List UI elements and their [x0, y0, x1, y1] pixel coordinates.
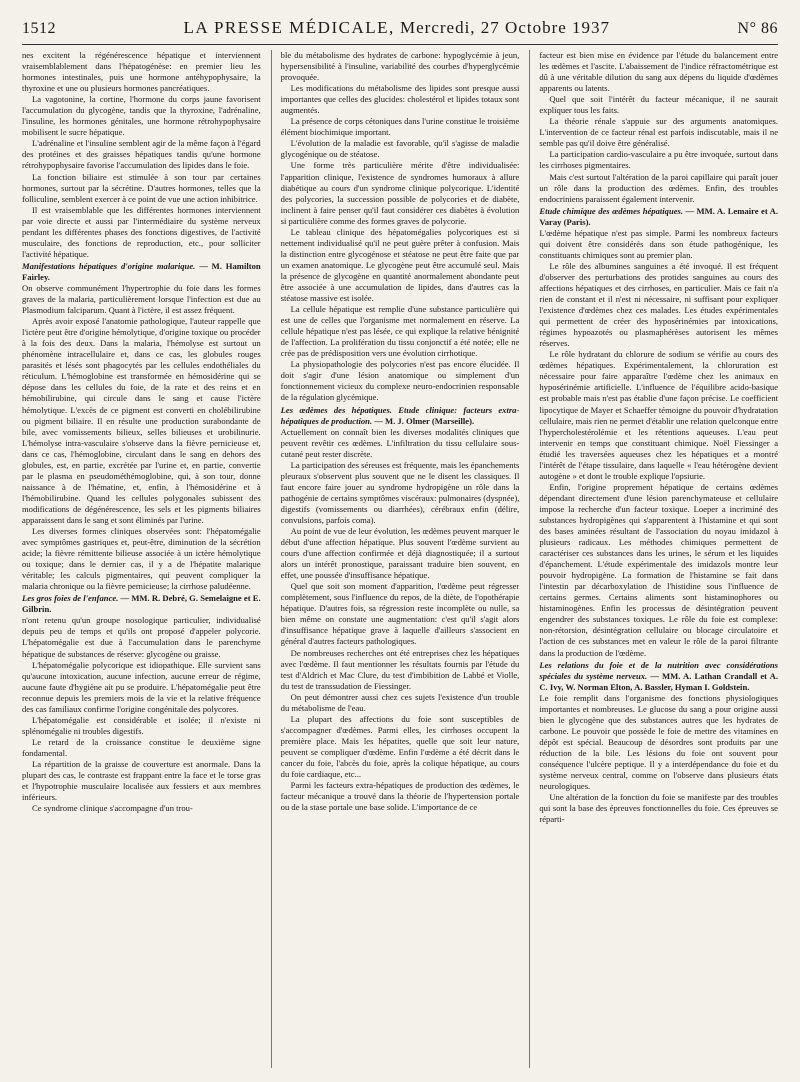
section-heading	[539, 206, 778, 228]
paragraph: Le rôle hydratant du chlorure de sodium se vérifie au cours des œdèmes hépatiques. Expérimentalement, la chloruration est nécessaire pour faire apparaître l'œdème chez les animaux en hyposérinémie artificielle. L'influence de l'équilibre acido-basique est probable mais n'est pas établie d'une façon précise. Le coefficient lipocytique de Mayer et Schaeffer témoigne du pouvoir d'hydratation cellulaire, mais rien ne permet d'établir une relation quelconque entre l'hypercholestérolémie et les rétentions aqueuses. L'eau peut intervenir en temps que constituant chimique. Noël Fiessinger a étudié les traversées aqueuses chez les hépatiques et a montré l'intérêt de l'étape tissulaire, dans laquelle « l'eau hétérogène devient autogène » et dont le trouble explique l'opsiurie.	[539, 349, 779, 481]
paragraph: Il est vraisemblable que les différentes hormones interviennent par voie directe et aussi par l'intermédiaire du système nerveux pendant les différentes phases des fonctions digestives, de l'activité musculaire, des fonctions de reproduction, etc., pour solliciter l'activité hépatique.	[22, 204, 261, 259]
page-header	[22, 18, 778, 42]
issue-number: N° 86	[737, 20, 778, 37]
paragraph-continued: n'ont retenu qu'un groupe nosologique particulier, individualisé depuis peu de temps et qu'ils ont proposé d'appeler polycorie. L'hépatomégalie est due à l'accumulation dans le parenchyme hépatique de substances de réserve: glycogène ou graisse.	[22, 615, 261, 659]
paragraph-continued: L'œdème hépatique n'est pas simple. Parmi les nombreux facteurs qui doivent être considérés dans son étude pathogénique, les constituants chimiques sont au premier plan.	[539, 227, 779, 260]
paragraph: La physiopathologie des polycories n'est pas encore élucidée. Il doit s'agir d'une lésion anatomique ou simplement d'un fonctionnement vicieux du complexe neuro-endocrinien responsable de la régulation glycémique.	[280, 359, 520, 403]
paragraph: Parmi les facteurs extra-hépatiques de production des œdèmes, le facteur mécanique a trouvé dans la théorie de l'hypertension portale ou de la stase portale une base solide. L'importance de ce	[280, 780, 520, 813]
paragraph: Les modifications du métabolisme des lipides sont presque aussi importantes que celles des glucides: cholestérol et lipides totaux sont augmentés.	[280, 83, 520, 116]
section-title: Les relations du foie et de la nutrition avec considérations spéciales du système nerveux.	[539, 659, 779, 681]
paragraph: La présence de corps cétoniques dans l'urine constitue le troisième élément biochimique important.	[280, 116, 520, 138]
column-2	[271, 50, 520, 1068]
issue-date: Mercredi, 27 Octobre 1937	[400, 18, 611, 37]
section-heading	[281, 405, 520, 427]
section-heading	[22, 261, 261, 283]
paragraph: La participation cardio-vasculaire a pu être invoquée, surtout dans les cirrhoses pigmentaires.	[539, 149, 779, 171]
paragraph: Après avoir exposé l'anatomie pathologique, l'auteur rappelle que l'ictère peut être d'origine hémolytique, d'origine toxique ou procéder à la fois des deux. Dans la malaria, l'hémolyse est surtout un phénomène intracellulaire et, dans ce cas, les globules rouges parasités et lésés sont phagocytés par les cellules endothéliales du réticulum. L'hémoglobine est transformée en hémosidérine qui se dépose dans les cellules du foie, de la rate et des reins et en hémobilirubine, qui circule dans le sang et cause l'ictère hémolytique. L'excès de ce pigment est converti en cholébilirubine ou pigment biliaire. Il en résulte une production surabondante de bile, avec vomissements bilieux, selles bilieuses et urobilinurie. L'hémolyse intra-vasculaire s'observe dans la fièvre pernicieuse et, dans ce cas, l'hémoglobine, circulant dans le sang en dehors des globules, est, en partie, excrétée par l'urine et, en partie, convertie par le plasma en pseudométhémoglobine, qui, à son tour, donne naissance à de l'hématine, et, enfin, à l'hémosidérine et à l'hémobilirubine. Quand les cellules polygonales subissent des modifications de dégénérescence, les sels et les pigments biliaires apparaissent dans le sang et sont éliminés par l'urine.	[22, 316, 261, 525]
paragraph: Le rôle des albumines sanguines a été invoqué. Il est fréquent d'observer des perturbations des protides sanguines au cours des affections hépatiques et des cirrhoses, en particulier. Mais ce fait n'a rien de constant et il n'est ni nécessaire, ni suffisant pour expliquer l'existence d'œdèmes chez ces malades. Les études expérimentales qui permettent de créer des hyposérinémies par intoxications, régimes hypoazotés ou plasmaphérèses autorisent les mêmes réserves.	[539, 260, 779, 349]
page-number: 1512	[22, 20, 56, 37]
paragraph: Enfin, l'origine proprement hépatique de certains œdèmes dépendant directement d'une lésion parenchymateuse et cellulaire impose la recherche d'un facteur toxique. Loeper a incriminé des substances hydropigènes qui s'apparentent à l'histamine et qui sont des bases aminées résultant de l'association du noyau imidazol à plusieurs radicaux. Les méthodes chimiques permettent de caractériser ces substances dans les urines, le sérum et les liquides d'épanchement. L'étude expérimentale des imidazols montre leur pouvoir hydropigène. La formation de l'histamine se fait dans l'intestin par décarboxylation de l'histidine sous l'influence de certains germes. Certains aliments sont histaminophores ou histaminogènes. Enfin les processus de désintégration peuvent engendrer des substances toxiques. Le rôle du foie est complexe: non-rétorsion, désintégration cellulaire ou blocage circulatoire et l'action de ces substances met en valeur le rôle de la paroi filtrante dans la production de l'œdème.	[539, 481, 779, 658]
running-title	[183, 18, 610, 38]
paragraph: Quel que soit l'intérêt du facteur mécanique, il ne saurait expliquer tous les faits.	[539, 94, 779, 116]
paragraph: On peut démontrer aussi chez ces sujets l'existence d'un trouble du métabolisme de l'eau.	[280, 691, 520, 713]
paragraph: Quel que soit son moment d'apparition, l'œdème peut régresser complètement, sous l'influence du repos, de la diète, de l'opothérapie hépatique. D'autres fois, sa régression reste incomplète ou nulle, sa bien même on constate une augmentation: c'est qu'il s'agit alors d'insuffisance hépatique grave à laquelle d'ailleurs s'associent en général d'autres facteurs pathologiques.	[280, 581, 520, 647]
section-title: Les œdèmes des hépatiques. Etude clinique: facteurs extra-hépatiques de production.	[280, 404, 520, 426]
column-3	[529, 50, 778, 1068]
section-heading	[539, 660, 778, 693]
section-authors: — MM. A. Lemaire et A. Varay (Paris).	[539, 205, 779, 227]
section-authors: — M. J. Olmer (Marseille).	[374, 415, 475, 426]
section-title: Les gros foies de l'enfance.	[22, 593, 119, 604]
paragraph: Au point de vue de leur évolution, les œdèmes peuvent marquer le début d'une affection hépatique. Plus souvent l'œdème survient au cours d'une affection confirmée et déjà diagnostiquée; il a surtout alors un intérêt pronostique, paraissant traduire bien souvent, en effet, une poussée d'insuffisance hépatique.	[280, 526, 520, 581]
paragraph: La répartition de la graisse de couverture est anormale. Dans la plupart des cas, le contraste est frappant entre la face et le torse gras et l'hypotrophie musculaire localisée aux fessiers et aux membres inférieurs.	[22, 759, 261, 803]
paragraph-continued: ble du métabolisme des hydrates de carbone: hypoglycémie à jeun, hypersensibilité à l'insuline, variabilité des courbes d'hyperglycémie provoquée.	[280, 50, 520, 83]
paragraph: La cellule hépatique est remplie d'une substance particulière qui est une de celles que l'organisme met normalement en réserve. La cellule hépatique n'est pas lésée, ce qui explique la relative bénignité de l'affection. La prolifération du tissu conjonctif a été notée; elle ne crée pas de prédisposition vers une évolution cirrhotique.	[280, 304, 520, 359]
paragraph-continued: facteur est bien mise en évidence par l'étude du balancement entre les œdèmes et l'ascite. L'abaissement de l'indice réfractométrique est dû à une véritable dilution du sang aux dépens du liquide d'œdèmes apparents ou latents.	[539, 50, 779, 94]
paragraph: La participation des séreuses est fréquente, mais les épanchements pleuraux s'observent plus souvent que ne le disent les classiques. Il faut encore faire jouer au syndrome hydropigène un rôle dans la pathogénie de certains symptômes viscéraux: pulmonaires (dyspnée), digestifs (vomissements ou diarrhées), cérébraux enfin (délire, convulsions, parfois coma).	[280, 459, 520, 525]
section-heading	[22, 593, 261, 615]
paragraph: La fonction biliaire est stimulée à son tour par certaines hormones, surtout par la sécrétine. D'autres hormones, telles que la folliculine, semblent exercer à ce point de vue une action inhibitrice.	[22, 171, 261, 204]
paragraph: Une forme très particulière mérite d'être individualisée: l'apparition clinique, l'existence de syndromes humoraux à allure diabétique au cours d'un syndrome clinique polycorique. L'identité des polycories, la succession possible de polycories et de diabète, inclinent à faire penser qu'il faut considérer ces diabètes à évolution si particulière comme des formes graves de polycorie.	[280, 160, 520, 226]
paragraph: Les diverses formes cliniques observées sont: l'hépatomégalie avec symptômes gastriques et, peut-être, diminution de la sécrétion acide; la fièvre rémittente bilieuse associée à un ictère hémolytique ou toxique; dans le dernier cas, il y a de l'hépatite malarique véritable; les calculs pigmentaires, qui peuvent compliquer la malaria chronique ou la fièvre pernicieuse; la cirrhose paludéenne.	[22, 526, 261, 592]
paragraph: La vagotonine, la cortine, l'hormone du corps jaune favorisent l'accumulation du glycogène, tandis que la thyroxine, l'adrénaline, l'insuline, les hormones génitales, une hormone rétrohypophysaire mobilisent le sucre hépatique.	[22, 94, 261, 138]
paragraph: Ce syndrome clinique s'accompagne d'un trou-	[32, 803, 193, 814]
paragraph: L'évolution de la maladie est favorable, qu'il s'agisse de maladie glycogénique ou de stéatose.	[280, 138, 520, 160]
paragraph-continued: Actuellement on connaît bien les diverses modalités cliniques que peuvent revêtir ces œdèmes. L'infiltration du tissu cellulaire sous-cutané peut rester discrète.	[280, 426, 520, 459]
paragraph: Une altération de la fonction du foie se manifeste par des troubles qui sont la base des épreuves fonctionnelles du foie. Ces épreuves se réparti-	[539, 792, 779, 825]
journal-title: LA PRESSE MÉDICALE,	[183, 18, 395, 37]
section-title: Etude chimique des œdèmes hépatiques.	[539, 205, 684, 216]
section-authors: — M. Hamilton Fairley.	[22, 260, 261, 282]
column-1	[22, 50, 261, 1068]
paragraph: L'hépatomégalie polycorique est idiopathique. Elle survient sans qu'aucune intoxication, aucune infection, aucune erreur de régime, aucune faute d'hygiène ait pu se produire. L'hépatomégalie peut être reconnue depuis les premiers mois de la vie et la relative fréquence des cas familiaux confirme l'origine congénitale des polycores.	[22, 659, 261, 714]
header-rule	[22, 44, 778, 45]
paragraph: La plupart des affections du foie sont susceptibles de s'accompagner d'œdèmes. Parmi elles, les cirrhoses occupent la première place. Mais les hépatites, quelle que soit leur nature, peuvent se compliquer d'œdème. Enfin l'œdème a été décrit dans le cancer du foie, l'abcès du foie, après la colique hépatique, au cours du foie cardiaque, etc...	[280, 713, 520, 780]
paragraph: Le retard de la croissance constitue le deuxième signe fondamental.	[22, 736, 261, 758]
section-title: Manifestations hépatiques d'origine malarique.	[22, 260, 196, 271]
article-columns	[22, 50, 778, 1068]
paragraph: La théorie rénale s'appuie sur des arguments anatomiques. L'intervention de ce facteur rénal est parfois indiscutable, mais il ne semble pas qu'il doive être généralisé.	[539, 116, 779, 149]
paragraph-continued: nes excitent la régénérescence hépatique et interviennent vraisemblablement dans l'hépatogénèse: en premier lieu les hormones intestinales, puis une hormone antéhypophysaire, la thyroxine et une ou plusieurs hormones pancréatiques.	[22, 50, 261, 94]
paragraph-continued: Le foie remplit dans l'organisme des fonctions physiologiques importantes et nombreuses. Le glucose du sang a pour origine aussi bien le glycogène que des substances autres que les hydrates de carbone. Le pouvoir que possède le foie de mettre des vitamines en dépôt est spécial. Beaucoup de désordres sont produits par une réduction de la bile. Les lésions du foie ont souvent pour conséquence l'ulcère peptique. Il y a interdépendance du foie et du système nerveux central, comme on l'observe dans plusieurs états neurologiques.	[539, 692, 779, 792]
paragraph: De nombreuses recherches ont été entreprises chez les hépatiques avec l'œdème. Il faut mentionner les résultats fournis par l'étude du test d'Aldrich et Mac Clure, du test d'imbibition de Labbé et Violle, du test de transsudation de Fiessinger.	[280, 647, 520, 691]
paragraph: L'adrénaline et l'insuline semblent agir de la même façon à l'égard des protéines et des graisses hépatiques tandis qu'une hormone rétrohypophysaire favorise l'accumulation des lipides dans le foie.	[22, 138, 261, 171]
section-authors: — MM. A. Lathan Crandall et A. C. Ivy, W. Norman Elton, A. Bassler, Hyman I. Goldstein.	[539, 670, 779, 692]
section-authors: — MM. R. Debré, G. Semelaigne et E. Gilbrin.	[22, 593, 261, 615]
paragraph-continued: On observe communément l'hypertrophie du foie dans les formes graves de la malaria, particulièrement lorsque l'infection est due au Plasmodium falciparum. Quant à l'ictère, il est assez fréquent.	[22, 282, 261, 316]
paragraph: Mais c'est surtout l'altération de la paroi capillaire qui paraît jouer un rôle dans la production des œdèmes. Enfin, des troubles endocriniens paraissent également intervenir.	[539, 171, 779, 204]
paragraph: Le tableau clinique des hépatomégalies polycoriques est si nettement individualisé qu'il ne peut guère prêter à confusion. Mais la distinction entre glycogénose et stéatose ne peut être faite que par un examen anatomique. Le glycogène peut être accumulé seul. Mais la présence de glycogène en quantité anormalement abondante peut être associée à une accumulation de lipides, dans d'autres cas la stéatose massive est isolée.	[280, 226, 520, 304]
paragraph: L'hépatomégalie est considérable et isolée; il n'existe ni splénomégalie ni troubles digestifs.	[22, 714, 261, 736]
